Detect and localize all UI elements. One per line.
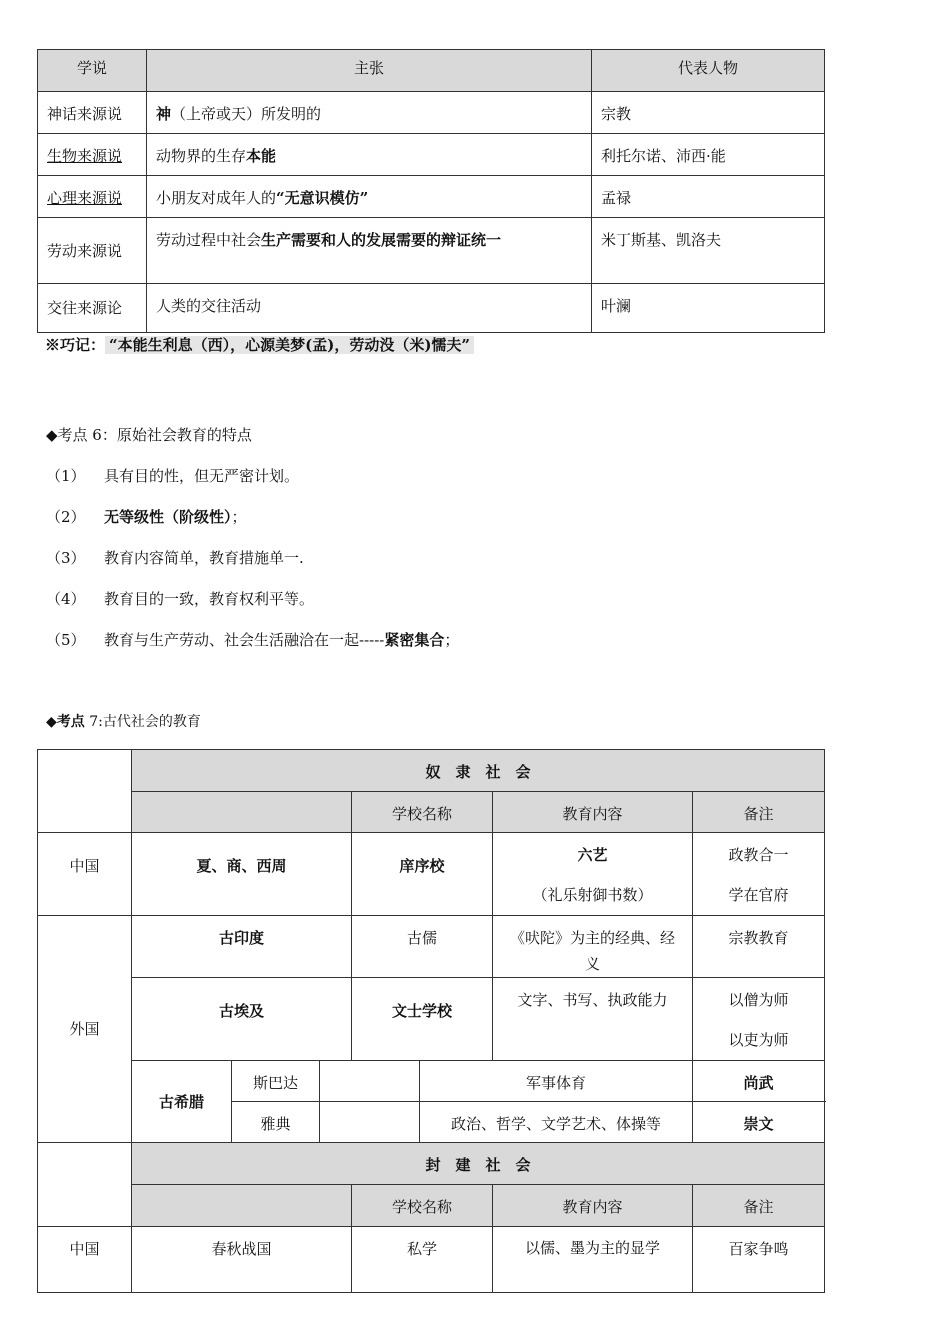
item-number: （3） — [46, 549, 86, 567]
empty-gray-cell — [132, 1185, 352, 1227]
sparta-label: 斯巴达 — [232, 1061, 320, 1102]
sparta-content: 军事体育 — [420, 1061, 693, 1102]
ancient-education-table — [37, 749, 825, 1293]
greece-label: 古希腊 — [132, 1061, 232, 1143]
feudal-school: 私学 — [352, 1227, 493, 1293]
mnemonic-text: “本能生利息（西），心源美梦(孟)，劳动没（米)懦夫” — [105, 336, 474, 354]
table-header-row — [38, 50, 825, 92]
claim-bold: 神 — [156, 105, 172, 123]
slave-columns-row — [38, 792, 825, 833]
india-school: 古儒 — [352, 916, 493, 978]
theory-name: 神话来源说 — [38, 92, 147, 134]
feudal-columns-row — [38, 1185, 825, 1227]
theory-claim — [147, 176, 592, 218]
col-education-content: 教育内容 — [493, 792, 693, 833]
table-row — [38, 978, 825, 1061]
china-content-sub: （礼乐射御书数） — [532, 886, 653, 904]
item-number: （2） — [46, 508, 86, 526]
list-item — [46, 629, 459, 650]
theory-claim — [147, 218, 592, 284]
col-note: 备注 — [693, 792, 825, 833]
item-number: （4） — [46, 590, 86, 608]
feudal-content: 以儒、墨为主的显学 — [493, 1227, 693, 1293]
theory-name: 劳动来源说 — [38, 218, 147, 284]
china-content — [493, 833, 693, 916]
sparta-school-empty — [320, 1061, 420, 1102]
feudal-society-header: 封 建 社 会 — [132, 1143, 825, 1185]
empty-gray-cell — [132, 792, 352, 833]
athens-note: 崇文 — [693, 1102, 825, 1143]
list-item — [46, 465, 299, 486]
slave-header-row — [38, 750, 825, 792]
feudal-header-row — [38, 1143, 825, 1185]
india-content: 《吠陀》为主的经典、经义 — [493, 916, 693, 978]
region-china: 中国 — [38, 833, 132, 916]
athens-school-empty — [320, 1102, 420, 1143]
china-note — [693, 833, 825, 916]
theory-name: 心理来源说 — [38, 176, 147, 218]
header-claim: 主张 — [147, 50, 592, 92]
theory-person: 孟禄 — [592, 176, 825, 218]
region-foreign: 外国 — [38, 916, 132, 1143]
theory-claim — [147, 92, 592, 134]
claim-text: 劳动过程中社会 — [156, 231, 262, 249]
claim-text: 小朋友对成年人的 — [156, 189, 277, 207]
empty-corner-cell — [38, 750, 132, 833]
egypt-note — [693, 978, 825, 1061]
table-row — [38, 92, 825, 134]
col-school-name: 学校名称 — [352, 792, 493, 833]
theory-claim — [147, 134, 592, 176]
header-theory: 学说 — [38, 50, 147, 92]
theory-claim: 人类的交往活动 — [147, 284, 592, 333]
table-row — [38, 916, 825, 978]
feudal-period: 春秋战国 — [132, 1227, 352, 1293]
theory-name: 交往来源论 — [38, 284, 147, 333]
item-suffix: ； — [444, 631, 460, 649]
theory-person: 宗教 — [592, 92, 825, 134]
theory-person: 米丁斯基、凯洛夫 — [592, 218, 825, 284]
list-item — [46, 547, 304, 568]
china-school: 庠序校 — [352, 833, 493, 916]
claim-bold: “无意识模仿” — [276, 189, 369, 207]
slave-society-header: 奴 隶 社 会 — [132, 750, 825, 792]
claim-text: （上帝或天）所发明的 — [171, 105, 322, 123]
athens-label: 雅典 — [232, 1102, 320, 1143]
claim-bold: 生产需要和人的发展需要的辩证统一 — [261, 231, 502, 249]
item-suffix: ； — [231, 508, 247, 526]
point7-title-text: 7:古代社会的教育 — [84, 714, 201, 730]
india-note: 宗教教育 — [693, 916, 825, 978]
header-representative: 代表人物 — [592, 50, 825, 92]
item-text: 教育目的一致，教育权利平等。 — [104, 590, 315, 608]
col-note: 备注 — [693, 1185, 825, 1227]
china-content-main: 六艺 — [577, 846, 608, 864]
egypt-label: 古埃及 — [132, 978, 352, 1061]
table-row — [38, 218, 825, 284]
item-text: 具有目的性，但无严密计划。 — [104, 467, 300, 485]
table-row — [38, 1061, 825, 1102]
item-bold: 紧密集合 — [384, 631, 445, 649]
item-text: 教育内容简单，教育措施单一. — [104, 549, 304, 567]
table-row — [38, 1227, 825, 1293]
china-period: 夏、商、西周 — [132, 833, 352, 916]
item-text: 教育与生产劳动、社会生活融洽在一起----- — [104, 631, 385, 649]
theory-name: 生物来源说 — [38, 134, 147, 176]
col-education-content: 教育内容 — [493, 1185, 693, 1227]
egypt-content: 文字、书写、执政能力 — [493, 978, 693, 1061]
table-row — [38, 176, 825, 218]
table-row — [38, 134, 825, 176]
list-item — [46, 588, 314, 609]
list-item — [46, 506, 247, 527]
item-number: （1） — [46, 467, 86, 485]
egypt-school: 文士学校 — [352, 978, 493, 1061]
mnemonic — [45, 334, 474, 355]
claim-text: 动物界的生存 — [156, 147, 247, 165]
table-row — [38, 833, 825, 916]
egypt-note-1: 以僧为师 — [728, 991, 789, 1009]
item-bold: 无等级性（阶级性） — [104, 508, 232, 526]
origin-theories-table — [37, 49, 825, 333]
point7-title — [46, 711, 201, 731]
feudal-note: 百家争鸣 — [693, 1227, 825, 1293]
col-school-name: 学校名称 — [352, 1185, 493, 1227]
table-row — [38, 284, 825, 333]
point6-title: ◆考点 6：原始社会教育的特点 — [46, 426, 252, 444]
point7-title-bold: ◆考点 — [46, 714, 85, 730]
athens-content: 政治、哲学、文学艺术、体操等 — [420, 1102, 693, 1143]
claim-bold: 本能 — [246, 147, 277, 165]
egypt-note-2: 以吏为师 — [728, 1031, 789, 1049]
item-number: （5） — [46, 631, 86, 649]
theory-person: 利托尔诺、沛西·能 — [592, 134, 825, 176]
mnemonic-prefix: ※巧记： — [45, 336, 106, 354]
china-note-2: 学在官府 — [728, 886, 789, 904]
sparta-note: 尚武 — [693, 1061, 825, 1102]
india-label: 古印度 — [132, 916, 352, 978]
feudal-region-china: 中国 — [38, 1227, 132, 1293]
china-note-1: 政教合一 — [728, 846, 789, 864]
empty-corner-cell — [38, 1143, 132, 1227]
theory-person: 叶澜 — [592, 284, 825, 333]
